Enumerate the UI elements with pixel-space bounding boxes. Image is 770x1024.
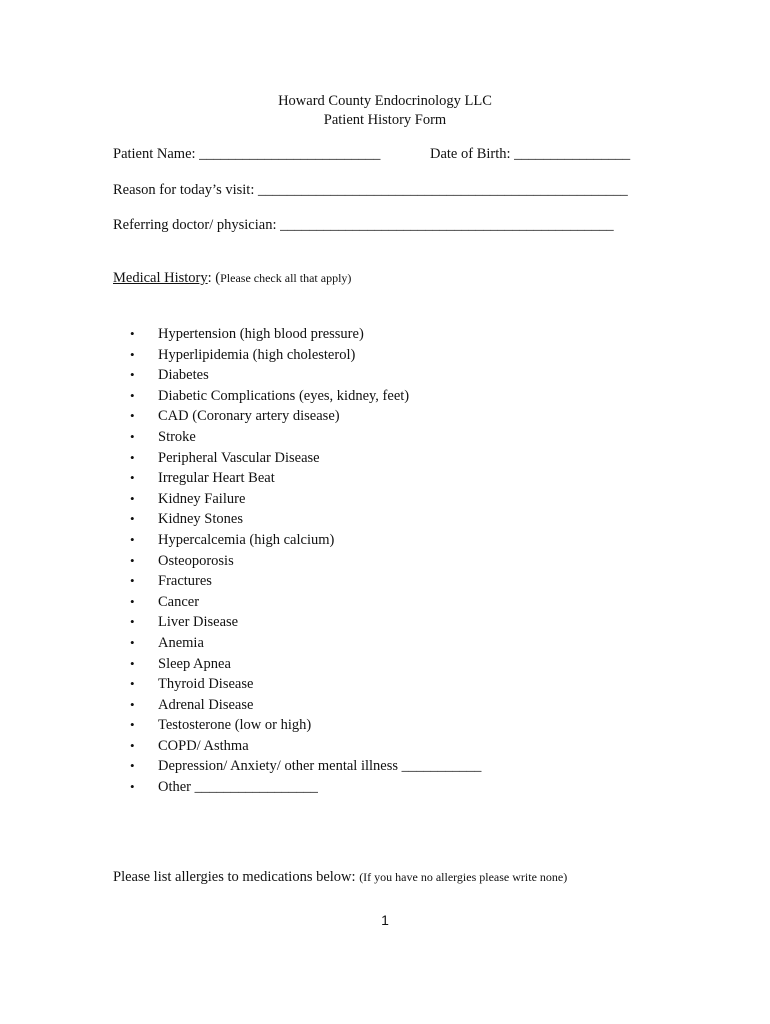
date-of-birth-field[interactable]: Date of Birth: ________________ <box>430 146 631 162</box>
medical-history-item[interactable] <box>130 695 481 716</box>
referring-doctor-field[interactable]: Referring doctor/ physician: ______________________________________________ <box>113 217 614 233</box>
medical-history-item[interactable] <box>130 509 481 530</box>
medical-history-item[interactable] <box>130 530 481 551</box>
bullet-icon: • <box>130 449 135 465</box>
medical-history-item-label: Kidney Stones <box>158 511 243 528</box>
medical-history-item-label: Hypertension (high blood pressure) <box>158 326 364 342</box>
medical-history-item-label: Cancer <box>158 593 200 610</box>
medical-history-item-label: Testosterone (low or high) <box>158 717 312 734</box>
medical-history-item[interactable] <box>130 427 481 448</box>
form-title: Patient History Form <box>323 112 447 128</box>
medical-history-heading <box>113 270 351 287</box>
medical-history-item[interactable] <box>130 633 481 654</box>
medical-history-item-label: Sleep Apnea <box>158 655 231 672</box>
medical-history-item-label: Stroke <box>158 428 196 445</box>
bullet-icon: • <box>130 696 135 712</box>
medical-history-item-label: Irregular Heart Beat <box>158 470 275 487</box>
medical-history-item[interactable] <box>130 756 481 777</box>
bullet-icon: • <box>130 552 135 568</box>
medical-history-item[interactable] <box>130 489 481 510</box>
reason-for-visit-field[interactable]: Reason for today’s visit: ___________________________________________________ <box>113 182 628 198</box>
bullet-icon: • <box>130 531 135 547</box>
bullet-icon: • <box>130 737 135 753</box>
medical-history-item[interactable] <box>130 551 481 572</box>
bullet-icon: • <box>130 326 135 341</box>
medical-history-item[interactable] <box>130 592 481 613</box>
bullet-icon: • <box>130 758 135 774</box>
medical-history-item[interactable] <box>130 468 481 489</box>
bullet-icon: • <box>130 717 135 733</box>
medical-history-item-label: Thyroid Disease <box>158 676 254 693</box>
medical-history-list <box>130 324 481 798</box>
form-header <box>0 92 770 130</box>
bullet-icon: • <box>130 573 135 589</box>
medical-history-item-label: Hyperlipidemia (high cholesterol) <box>158 346 356 363</box>
practice-name: Howard County Endocrinology LLC <box>278 93 492 109</box>
bullet-icon: • <box>130 408 135 424</box>
medical-history-item[interactable] <box>130 612 481 633</box>
bullet-icon: • <box>130 490 135 506</box>
medical-history-item-label: Liver Disease <box>158 614 239 631</box>
bullet-icon: • <box>130 511 135 527</box>
bullet-icon: • <box>130 655 135 671</box>
medical-history-item-label: Hypercalcemia (high calcium) <box>158 531 335 548</box>
medical-history-item[interactable] <box>130 674 481 695</box>
medical-history-item-label: Osteoporosis <box>158 552 234 569</box>
medical-history-item-label: Depression/ Anxiety/ other mental illness ___________ <box>158 758 482 775</box>
bullet-icon: • <box>130 470 135 486</box>
medical-history-item[interactable] <box>130 406 481 427</box>
bullet-icon: • <box>130 428 135 444</box>
allergies-note: (If you have no allergies please write none) <box>359 870 568 884</box>
medical-history-instruction: Please check all that apply) <box>220 271 352 285</box>
medical-history-item-label: Diabetic Complications (eyes, kidney, feet) <box>158 387 410 404</box>
bullet-icon: • <box>130 779 135 795</box>
medical-history-colon: : ( <box>207 270 221 286</box>
patient-name-field[interactable]: Patient Name: _________________________ <box>113 146 381 162</box>
bullet-icon: • <box>130 346 135 362</box>
medical-history-item[interactable] <box>130 715 481 736</box>
medical-history-item-label: Adrenal Disease <box>158 696 254 713</box>
medical-history-item-label: Other _________________ <box>158 779 318 796</box>
medical-history-item[interactable] <box>130 448 481 469</box>
medical-history-item[interactable] <box>130 777 481 798</box>
bullet-icon: • <box>130 614 135 630</box>
medical-history-item[interactable] <box>130 324 481 345</box>
bullet-icon: • <box>130 676 135 692</box>
medical-history-item-label: CAD (Coronary artery disease) <box>158 408 340 425</box>
medical-history-title: Medical History <box>113 270 208 286</box>
bullet-icon: • <box>130 387 135 403</box>
bullet-icon: • <box>130 593 135 609</box>
medical-history-item[interactable] <box>130 571 481 592</box>
medical-history-item-label: Fractures <box>158 573 212 590</box>
allergies-heading <box>113 869 567 886</box>
bullet-icon: • <box>130 367 135 383</box>
medical-history-item[interactable] <box>130 386 481 407</box>
allergies-prompt: Please list allergies to medications below: <box>113 869 360 885</box>
medical-history-item-label: Kidney Failure <box>158 490 246 507</box>
medical-history-item[interactable] <box>130 365 481 386</box>
bullet-icon: • <box>130 634 135 650</box>
medical-history-item-label: Peripheral Vascular Disease <box>158 449 320 466</box>
medical-history-item-label: COPD/ Asthma <box>158 737 249 754</box>
page-number: 1 <box>381 912 389 928</box>
medical-history-item[interactable] <box>130 654 481 675</box>
medical-history-item[interactable] <box>130 736 481 757</box>
medical-history-item-label: Diabetes <box>158 367 209 384</box>
medical-history-item-label: Anemia <box>158 634 204 651</box>
medical-history-item[interactable] <box>130 345 481 366</box>
